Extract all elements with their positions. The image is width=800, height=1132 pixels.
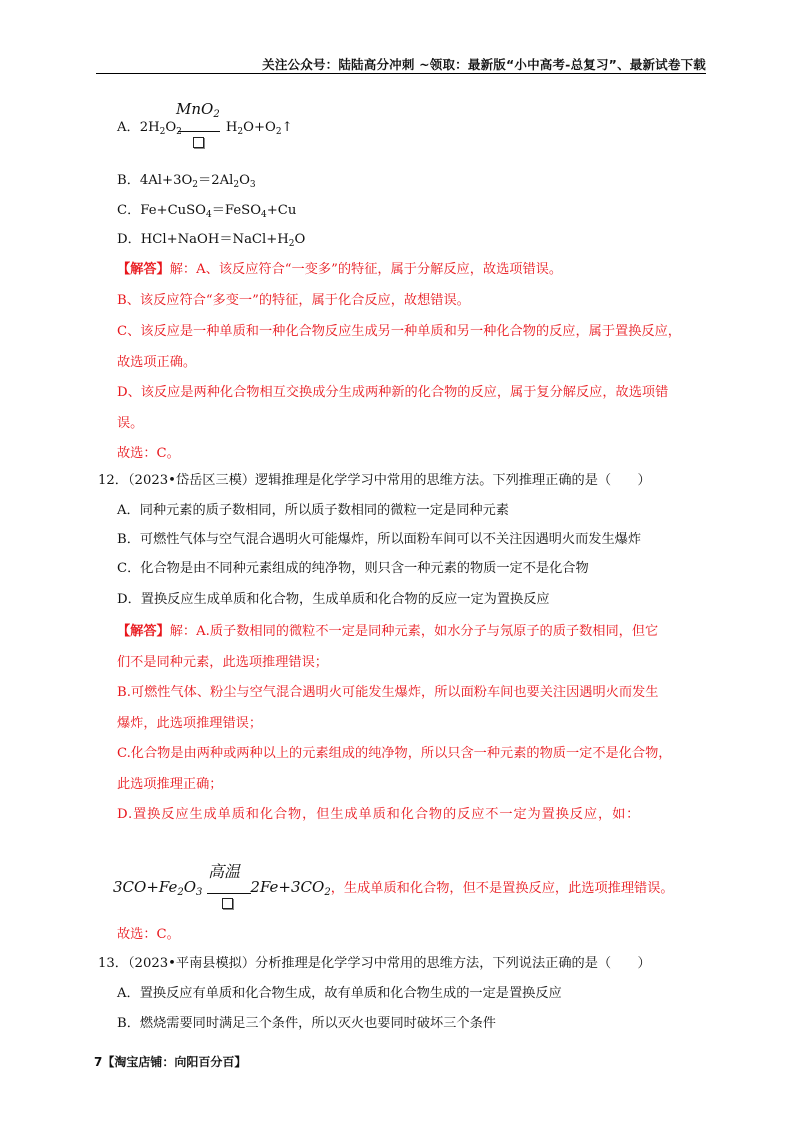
q12-answer-pick: 故选：C。 [117,927,180,942]
q12-option-c: C．化合物是由不同种元素组成的纯净物，则只含一种元素的物质一定不是化合物 [117,561,589,576]
q11-option-b: B．$4Al+3O_2=2Al_2O_3$ [117,173,256,190]
q12-formula-condition-bar [207,893,251,894]
q12-option-a: A．同种元素的质子数相同，所以质子数相同的微粒一定是同种元素 [117,503,509,518]
q11-option-a: A．$2H_2O_2$ $H_2O+O_2↑$ [117,120,293,137]
q12-formula-placeholder-box [222,898,233,909]
q11-answer-line-6: 误。 [117,416,144,431]
q12-stem: 12．（2023•岱岳区三模）逻辑推理是化学学习中常用的思维方法。下列推理正确的是（ ） [98,473,651,488]
q11-answer-pick: 故选：C。 [117,446,180,461]
q12-answer-line-3: B.可燃性气体、粉尘与空气混合遇明火可能发生爆炸，所以面粉车间也要关注因遇明火而发生 [117,685,659,700]
q12-option-d: D．置换反应生成单质和化合物，生成单质和化合物的反应一定为置换反应 [117,592,550,607]
q11-answer-line-4: 故选项正确。 [117,355,197,370]
q12-answer-line-2: 们不是同种元素，此选项推理错误； [117,655,328,670]
page-footer: 7【淘宝店铺：向阳百分百】 [94,1055,247,1069]
q12-answer-line-1: 【解答】解：A.质子数相同的微粒不一定是同种元素，如水分子与氖原子的质子数相同，但它 [117,624,659,639]
q13-option-b: B．燃烧需要同时满足三个条件，所以灭火也要同时破坏三个条件 [117,1016,496,1031]
q11-answer-line-3: C、该反应是一种单质和一种化合物反应生成另一种单质和另一种化合物的反应，属于置换反应， [117,324,681,339]
q12-option-b: B．可燃性气体与空气混合遇明火可能爆炸，所以面粉车间可以不关注因遇明火而发生爆炸 [117,532,641,547]
header-rule [96,73,706,74]
q13-option-a: A．置换反应有单质和化合物生成，故有单质和化合物生成的一定是置换反应 [117,986,562,1001]
page-header: 关注公众号：陆陆高分冲刺 ~领取：最新版“小中高考-总复习”、最新试卷下载 [262,57,706,72]
q11-answer-line-1: 【解答】解：A、该反应符合“一变多”的特征，属于分解反应，故选项错误。 [117,262,563,277]
q11-a-condition: MnO$_2$ [176,100,220,120]
q13-stem: 13．（2023•平南县模拟）分析推理是化学学习中常用的思维方法，下列说法正确的是（ ） [98,956,651,971]
q12-formula: $3CO+Fe_2O_3$ $2Fe+3CO_2$，生成单质和化合物，但不是置换反应，此选项推理错误。 [113,878,674,898]
q11-a-condition-bar [178,131,220,132]
q12-answer-line-6: 此选项推理正确； [117,777,223,792]
q11-answer-line-5: D、该反应是两种化合物相互交换成分生成两种新的化合物的反应，属于复分解反应，故选项错 [117,385,669,400]
q11-a-placeholder-box [193,137,204,148]
q12-answer-line-4: 爆炸，此选项推理错误； [117,716,263,731]
q12-answer-line-5: C.化合物是由两种或两种以上的元素组成的纯净物，所以只含一种元素的物质一定不是化合物， [117,746,672,761]
q11-option-d: D．$HCl+NaOH=NaCl+H_2O$ [117,232,306,249]
q12-formula-condition: 高温 [208,862,241,881]
q12-answer-line-7: D.置换反应生成单质和化合物，但生成单质和化合物的反应不一定为置换反应，如： [117,807,641,822]
q11-option-c: C．Fe+CuSO$_4$＝FeSO$_4$+Cu [117,203,297,220]
q11-answer-line-2: B、该反应符合“多变一”的特征，属于化合反应，故想错误。 [117,293,470,308]
